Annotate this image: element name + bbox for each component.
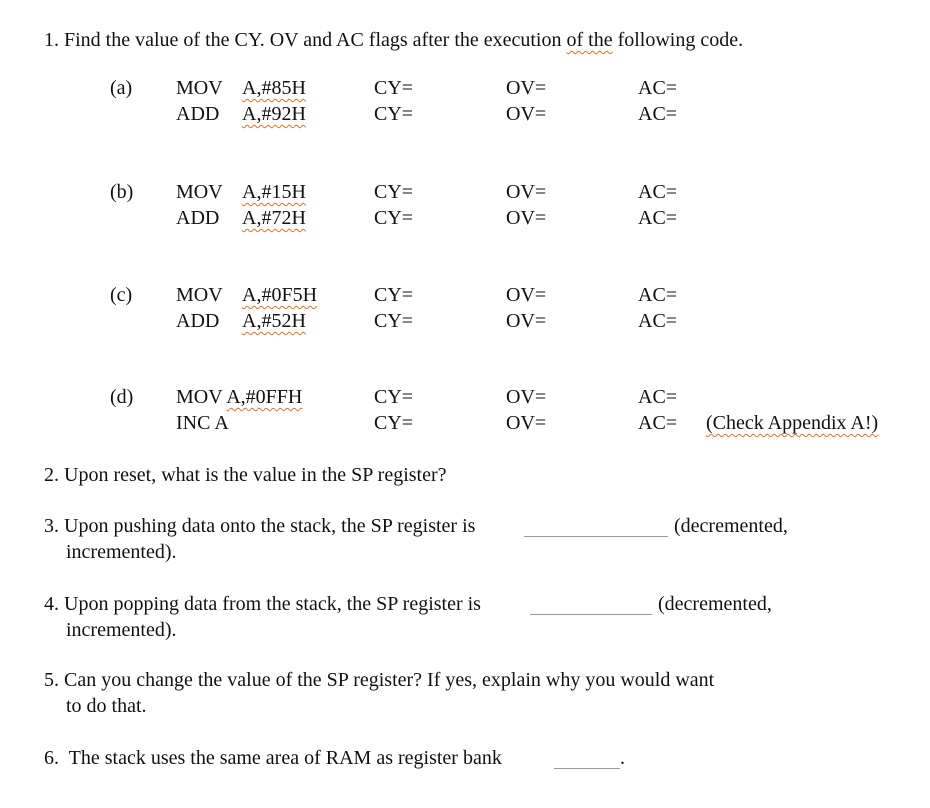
q1a-line1-op: MOV [176, 77, 223, 99]
q2 [44, 463, 447, 487]
q1c-label: (c) [110, 284, 133, 306]
q4 [44, 592, 481, 616]
q5-line2: to do that. [66, 695, 147, 717]
q1b-line1-ac: AC= [638, 181, 678, 203]
q1d-line2-ov: OV= [506, 412, 547, 434]
q1b-line1-cy: CY= [374, 181, 414, 203]
q5-number: 5. [44, 669, 59, 691]
q1d-label: (d) [110, 386, 134, 408]
q1b-line1-ov: OV= [506, 181, 547, 203]
q1d-line1-op: MOV [176, 386, 227, 408]
q1b-line2-ac: AC= [638, 207, 678, 229]
q3-line2: incremented). [66, 541, 177, 563]
q1a-line1-cy: CY= [374, 77, 414, 99]
q1b-line2-op: ADD [176, 207, 220, 229]
q1c-line2-ac: AC= [638, 310, 678, 332]
q1b-line2-ov: OV= [506, 207, 547, 229]
appendix-note: (Check Appendix A!) [706, 412, 879, 434]
q1c-line1-cy: CY= [374, 284, 414, 306]
q3-text: Upon pushing data onto the stack, the SP register is [64, 515, 476, 537]
q1a-line1-ac: AC= [638, 77, 678, 99]
q1-heading [44, 28, 743, 52]
q1d-line2-op: INC A [176, 412, 229, 434]
q1b-label: (b) [110, 181, 134, 203]
q1c-line2-op: ADD [176, 310, 220, 332]
q1-text-tail: following code. [612, 29, 744, 51]
q1-number: 1. [44, 29, 59, 51]
q1b-line2-cy: CY= [374, 207, 414, 229]
q4-suffix: (decremented, [658, 593, 772, 615]
q1a-line2-ac: AC= [638, 103, 678, 125]
q1-text-of-the: of the [566, 29, 613, 51]
q1b-line1-arg: A,#15H [242, 181, 306, 203]
q1d-line2-cy: CY= [374, 412, 414, 434]
q1c-line2-cy: CY= [374, 310, 414, 332]
q1c-line1-ov: OV= [506, 284, 547, 306]
q6-end: . [620, 747, 625, 769]
q1a-line2-ov: OV= [506, 103, 547, 125]
q1a-label: (a) [110, 77, 133, 99]
q2-number: 2. [44, 464, 59, 486]
q6-number: 6. [44, 747, 59, 769]
q1a-line1-ov: OV= [506, 77, 547, 99]
q4-number: 4. [44, 593, 59, 615]
q1d-line1-ac: AC= [638, 386, 678, 408]
q4-answer-blank[interactable] [530, 614, 652, 615]
q1d-line1 [176, 385, 302, 409]
q3-suffix: (decremented, [674, 515, 788, 537]
q5-text: Can you change the value of the SP register? If yes, explain why you would want [64, 669, 715, 691]
q6 [44, 746, 502, 770]
q1a-line1-arg: A,#85H [242, 77, 306, 99]
q3-number: 3. [44, 515, 59, 537]
q1a-line2-op: ADD [176, 103, 220, 125]
q1c-line1-ac: AC= [638, 284, 678, 306]
q5 [44, 668, 714, 692]
q1c-line2-ov: OV= [506, 310, 547, 332]
q1a-line2-arg: A,#92H [242, 103, 306, 125]
q1c-line1-op: MOV [176, 284, 223, 306]
q4-text: Upon popping data from the stack, the SP register is [64, 593, 481, 615]
q2-text: Upon reset, what is the value in the SP register? [64, 464, 447, 486]
q6-text: The stack uses the same area of RAM as register bank [68, 747, 502, 769]
q1d-line1-cy: CY= [374, 386, 414, 408]
q1a-line2-cy: CY= [374, 103, 414, 125]
q3 [44, 514, 475, 538]
q3-answer-blank[interactable] [524, 536, 668, 537]
q1-text-lead: Find the value of the CY. OV and AC flags after the execution [64, 29, 567, 51]
q1d-line1-ov: OV= [506, 386, 547, 408]
q6-answer-blank[interactable] [554, 768, 620, 769]
q1d-line1-arg: A,#0FFH [226, 386, 303, 408]
q1c-line1-arg: A,#0F5H [242, 284, 318, 306]
q1b-line1-op: MOV [176, 181, 223, 203]
q4-line2: incremented). [66, 619, 177, 641]
q1b-line2-arg: A,#72H [242, 207, 306, 229]
q1c-line2-arg: A,#52H [242, 310, 306, 332]
q1d-line2-ac: AC= [638, 412, 678, 434]
